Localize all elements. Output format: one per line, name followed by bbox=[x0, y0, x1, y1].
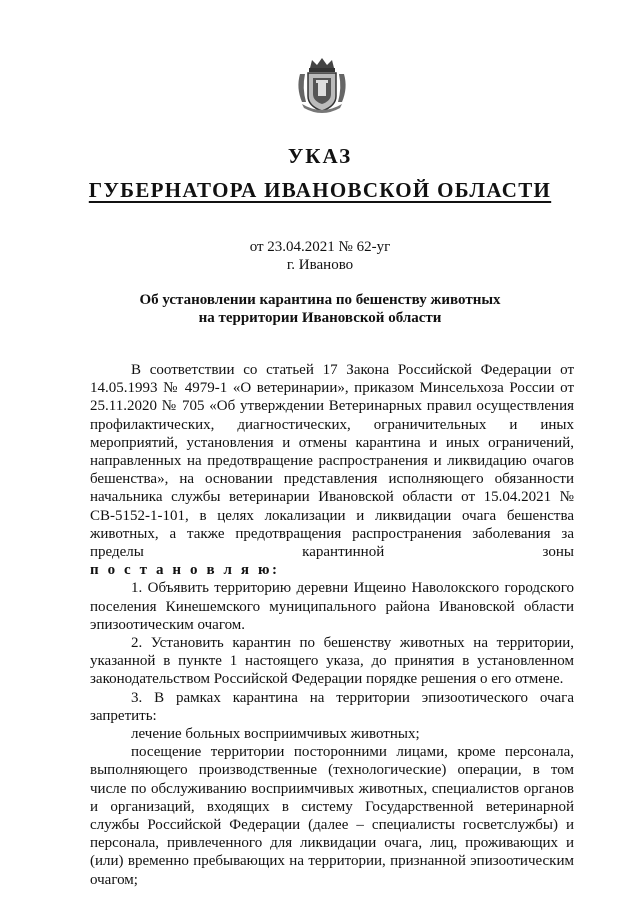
decree-verb bbox=[90, 561, 574, 579]
decree-subject bbox=[0, 291, 640, 327]
decree-city: г. Иваново bbox=[286, 257, 354, 273]
subject-line-2: на территории Ивановской области bbox=[198, 310, 442, 326]
paragraph-item-1: 1. Объявить территорию деревни Ищеино Наволокского городского поселения Кинешемского муниципального района Ивановской области эпизоотическим очагом. bbox=[90, 580, 574, 633]
paragraph-intro: В соответствии со статьей 17 Закона Российской Федерации от 14.05.1993 № 4979-1 «О ветеринарии», приказом Минсельхоза России от 25.11.2020 № 705 «Об утверждении Ветеринарных правил осуществления профилактических, диагностических, ограничительных и иных мероприятий, установления и отмены карантина и иных ограничений, направленных на предотвращение распространения и ликвидацию очагов бешенства», на основании представления исполняющего обязанности начальника службы ветеринарии Ивановской области от 15.04.2021 № СВ-5152-1-101, в целях локализации и ликвидации очага бешенства животных, а также предотвращения распространения заболевания за пределы карантинной зоны bbox=[90, 362, 574, 561]
decree-body bbox=[90, 361, 574, 889]
subject-line-1: Об установлении карантина по бешенству животных bbox=[139, 292, 501, 308]
paragraph-item-2: 2. Установить карантин по бешенству животных на территории, указанной в пункте 1 настоящего указа, до принятия в установленном законодательством Российской Федерации порядке решения о его отмене. bbox=[90, 635, 574, 688]
decree-date-number: от 23.04.2021 № 62-уг bbox=[249, 239, 391, 255]
document-issuer: ГУБЕРНАТОРА ИВАНОВСКОЙ ОБЛАСТИ bbox=[88, 178, 552, 202]
paragraph-item-3b: посещение территории посторонними лицами, кроме персонала, выполняющего производственные (технологические) операции, в том числе по обслуживанию восприимчивых животных, специалистов органов и организаций, входящих в систему Государственной ветеринарной службы Российской Федерации (далее – специалисты госветслужбы) и персонала, привлеченного для ликвидации очага, лиц, проживающих и (или) временно пребывающих на территории, признанной эпизоотическим очагом; bbox=[90, 744, 574, 888]
decree-word: п о с т а н о в л я ю: bbox=[90, 562, 280, 579]
paragraph-item-3: 3. В рамках карантина на территории эпизоотического очага запретить: bbox=[90, 689, 574, 724]
paragraph-item-3a: лечение больных восприимчивых животных; bbox=[131, 726, 420, 743]
date-block bbox=[0, 238, 640, 274]
coat-of-arms-icon bbox=[296, 58, 348, 114]
document-title: УКАЗ bbox=[287, 144, 353, 168]
